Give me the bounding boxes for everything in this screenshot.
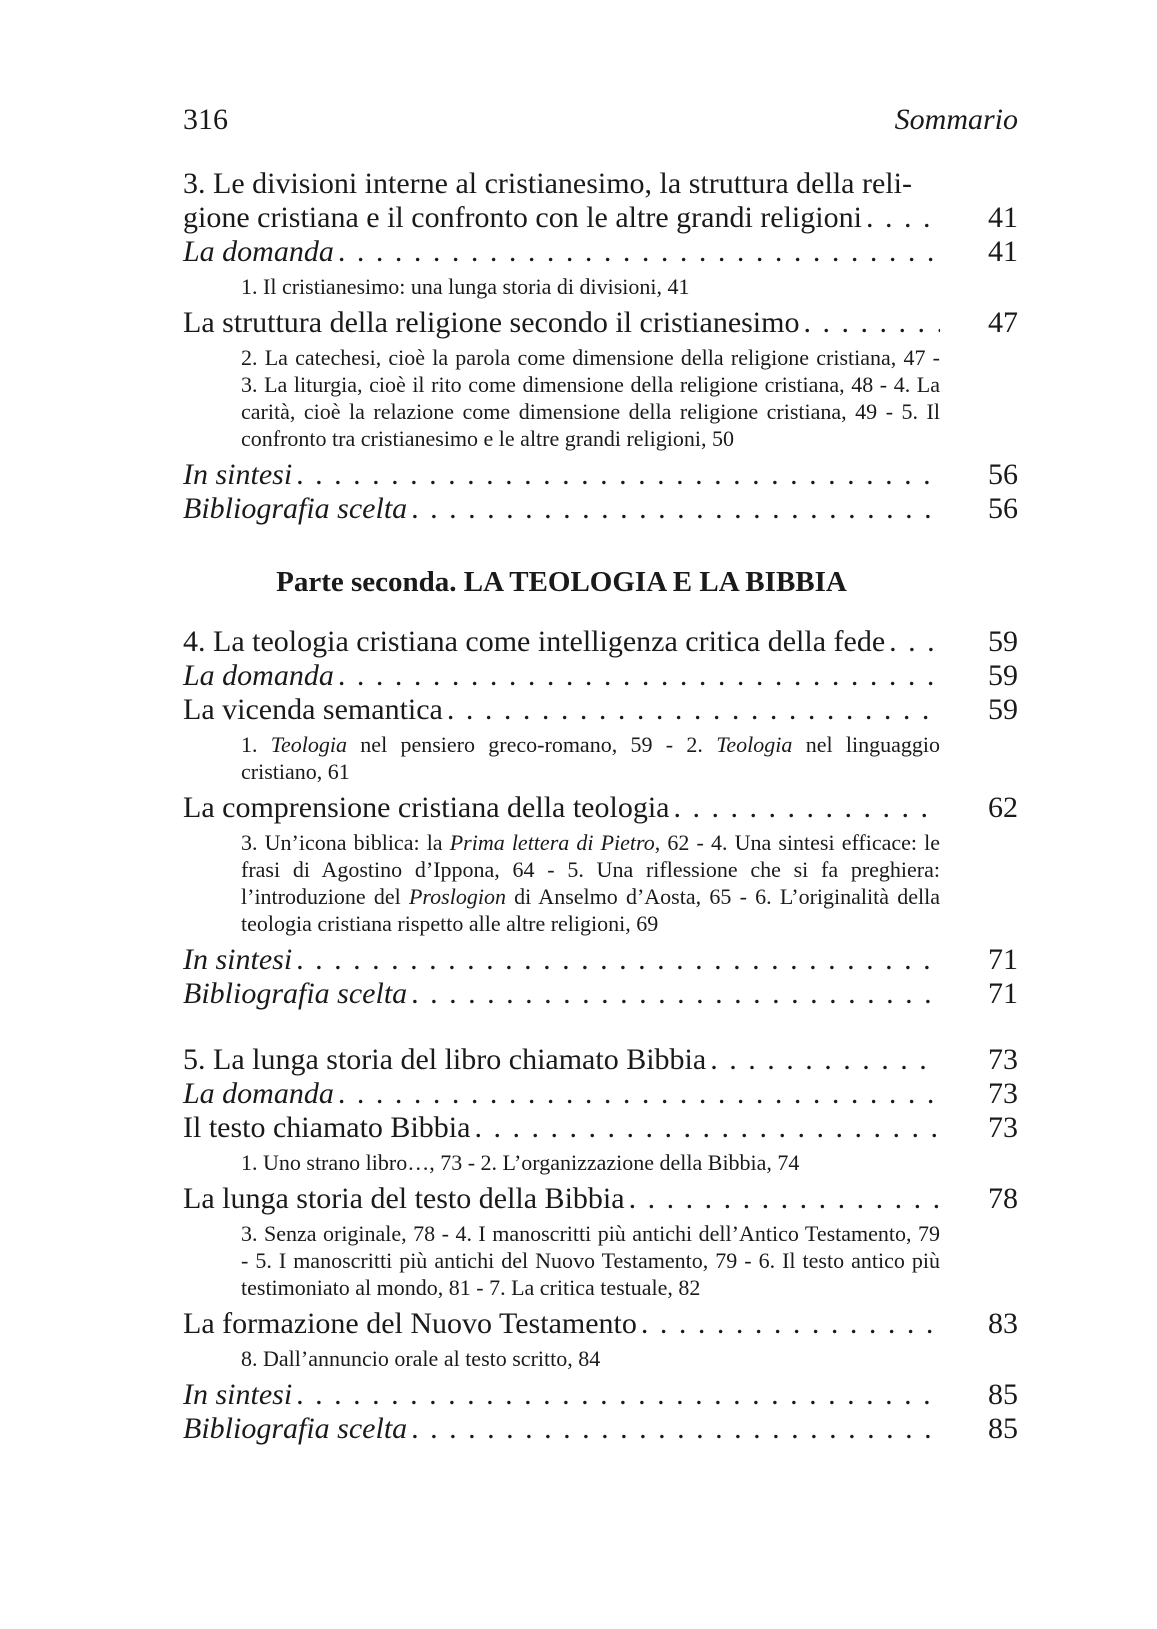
toc-entry-domanda[interactable] xyxy=(183,659,1018,693)
page-ref: 56 xyxy=(988,492,1018,525)
page-ref: 56 xyxy=(988,458,1018,491)
subsection-list: 1. Il cristianesimo: una lunga storia di divisioni, 41 xyxy=(241,274,690,299)
page-ref: 78 xyxy=(988,1182,1018,1215)
entry-label: Il testo chiamato Bibbia xyxy=(183,1111,471,1144)
subsection-list: 2. La catechesi, cioè la parola come dimensione della religione cristiana, 47 - 3. La liturgia, cioè il rito come dimensione della religione cristiana, 48 - 4. La carità, cioè la relazione come dimensione della religione cristiana, 49 - 5. Il confronto tra cristianesimo e le altre grandi religioni, 50 xyxy=(241,345,940,451)
entry-label: La domanda xyxy=(183,235,334,268)
entry-label: In sintesi xyxy=(183,1378,293,1411)
sub-text-italic: Teologia xyxy=(716,732,793,757)
leader-dots xyxy=(629,1182,940,1216)
leader-dots xyxy=(474,1111,940,1145)
subsection-list xyxy=(183,731,940,785)
toc-entry-section[interactable] xyxy=(183,791,1018,825)
page-ref: 71 xyxy=(988,977,1018,1010)
chapter-5 xyxy=(183,1043,1018,1446)
running-head xyxy=(183,103,1018,147)
chapter-title-entry[interactable] xyxy=(183,625,1018,659)
entry-label: In sintesi xyxy=(183,943,293,976)
sub-text-italic: Teologia xyxy=(270,732,348,757)
toc-entry-section[interactable] xyxy=(183,306,1018,340)
leader-dots xyxy=(710,1043,940,1077)
sub-text: nel pensiero greco-romano, 59 - 2. xyxy=(347,732,717,757)
chapter-4 xyxy=(183,625,1018,1011)
page-ref: 41 xyxy=(988,235,1018,268)
toc-entry-bibliografia[interactable] xyxy=(183,1412,1018,1446)
sub-text: , 62 - 4. Una sintesi efficace: le frasi di Agostino d’Ippona, 64 - 5. Una riflessione che si fa preghiera: l’introduzione del xyxy=(241,830,941,909)
entry-label: La domanda xyxy=(183,659,334,692)
toc-entry-section[interactable] xyxy=(183,1307,1018,1341)
entry-label: Bibliografia scelta xyxy=(183,1412,408,1445)
page-ref: 59 xyxy=(988,625,1018,658)
chapter-title-line-1: 3. Le divisioni interne al cristianesimo, la struttura della reli- xyxy=(183,167,912,200)
leader-dots xyxy=(889,625,940,659)
subsection-list: 3. Senza originale, 78 - 4. I manoscritti più antichi dell’Antico Testamento, 79 - 5. I manoscritti più antichi del Nuovo Testamento, 79 - 6. Il testo antico più testimoniato al mondo, 81 - 7. La critica testuale, 82 xyxy=(241,1221,940,1300)
leader-dots xyxy=(673,791,940,825)
page-ref: 71 xyxy=(988,943,1018,976)
toc-entry-domanda[interactable] xyxy=(183,235,1018,269)
entry-label: In sintesi xyxy=(183,458,293,491)
page-ref: 85 xyxy=(988,1412,1018,1445)
leader-dots xyxy=(641,1307,940,1341)
sub-text: di Anselmo d’Aosta, 65 - 6. L’originalità della teologia cristiana rispetto alle altre religioni, 69 xyxy=(241,884,940,936)
page-ref: 73 xyxy=(988,1043,1018,1076)
leader-dots xyxy=(803,306,940,340)
page-ref: 73 xyxy=(988,1077,1018,1110)
sub-text-italic: Prima lettera di Pietro xyxy=(449,830,655,855)
entry-label: La vicenda semantica xyxy=(183,693,443,726)
subsection-list: 8. Dall’annuncio orale al testo scritto, 84 xyxy=(241,1346,601,1371)
toc-entry-section[interactable] xyxy=(183,1182,1018,1216)
page-ref: 47 xyxy=(988,306,1018,339)
leader-dots xyxy=(296,943,940,977)
leader-dots xyxy=(296,1378,940,1412)
toc-entry-bibliografia[interactable] xyxy=(183,492,1018,526)
leader-dots xyxy=(411,977,940,1011)
spacer xyxy=(183,1011,1018,1043)
leader-dots xyxy=(411,1412,940,1446)
leader-dots xyxy=(866,201,940,235)
page-ref: 62 xyxy=(988,791,1018,824)
leader-dots xyxy=(411,492,940,526)
entry-label: La comprensione cristiana della teologia xyxy=(183,791,670,824)
sub-text: 3. Un’icona biblica: la xyxy=(241,830,450,855)
toc-entry-sintesi[interactable] xyxy=(183,1378,1018,1412)
chapter-title-entry[interactable] xyxy=(183,201,1018,235)
page-ref: 73 xyxy=(988,1111,1018,1144)
leader-dots xyxy=(338,1077,940,1111)
chapter-title-entry[interactable] xyxy=(183,1043,1018,1077)
toc-entry-section[interactable] xyxy=(183,693,1018,727)
toc-entry-section[interactable] xyxy=(183,1111,1018,1145)
leader-dots xyxy=(296,458,940,492)
chapter-3 xyxy=(183,167,1018,526)
entry-label: La struttura della religione secondo il cristianesimo xyxy=(183,306,800,339)
sub-text: nel linguaggio cristiano, 61 xyxy=(241,732,940,784)
subsection-list: 1. Uno strano libro…, 73 - 2. L’organizzazione della Bibbia, 74 xyxy=(241,1150,800,1175)
chapter-title: 4. La teologia cristiana come intelligenza critica della fede xyxy=(183,625,886,658)
page-ref: 41 xyxy=(988,201,1018,234)
toc-entry-bibliografia[interactable] xyxy=(183,977,1018,1011)
toc-entry-domanda[interactable] xyxy=(183,1077,1018,1111)
entry-label: La formazione del Nuovo Testamento xyxy=(183,1307,637,1340)
page-ref: 83 xyxy=(988,1307,1018,1340)
page-number: 316 xyxy=(183,103,228,136)
leader-dots xyxy=(338,235,940,269)
subsection-list xyxy=(183,829,940,937)
page-ref: 85 xyxy=(988,1378,1018,1411)
entry-label: La domanda xyxy=(183,1077,334,1110)
entry-label: La lunga storia del testo della Bibbia xyxy=(183,1182,625,1215)
toc-entry-sintesi[interactable] xyxy=(183,458,1018,492)
sub-text-italic: Proslogion xyxy=(408,884,506,909)
leader-dots xyxy=(338,659,940,693)
entry-label: Bibliografia scelta xyxy=(183,492,408,525)
table-of-contents-page xyxy=(183,103,1018,1446)
leader-dots xyxy=(447,693,940,727)
chapter-title-line-2: gione cristiana e il confronto con le altre grandi religioni xyxy=(183,201,862,234)
toc-entry-sintesi[interactable] xyxy=(183,943,1018,977)
part-heading: Parte seconda. LA TEOLOGIA E LA BIBBIA xyxy=(276,566,847,598)
running-title: Sommario xyxy=(894,103,1018,136)
entry-label: Bibliografia scelta xyxy=(183,977,408,1010)
page-ref: 59 xyxy=(988,659,1018,692)
page-ref: 59 xyxy=(988,693,1018,726)
chapter-title: 5. La lunga storia del libro chiamato Bibbia xyxy=(183,1043,707,1076)
sub-text: 1. xyxy=(241,732,271,757)
